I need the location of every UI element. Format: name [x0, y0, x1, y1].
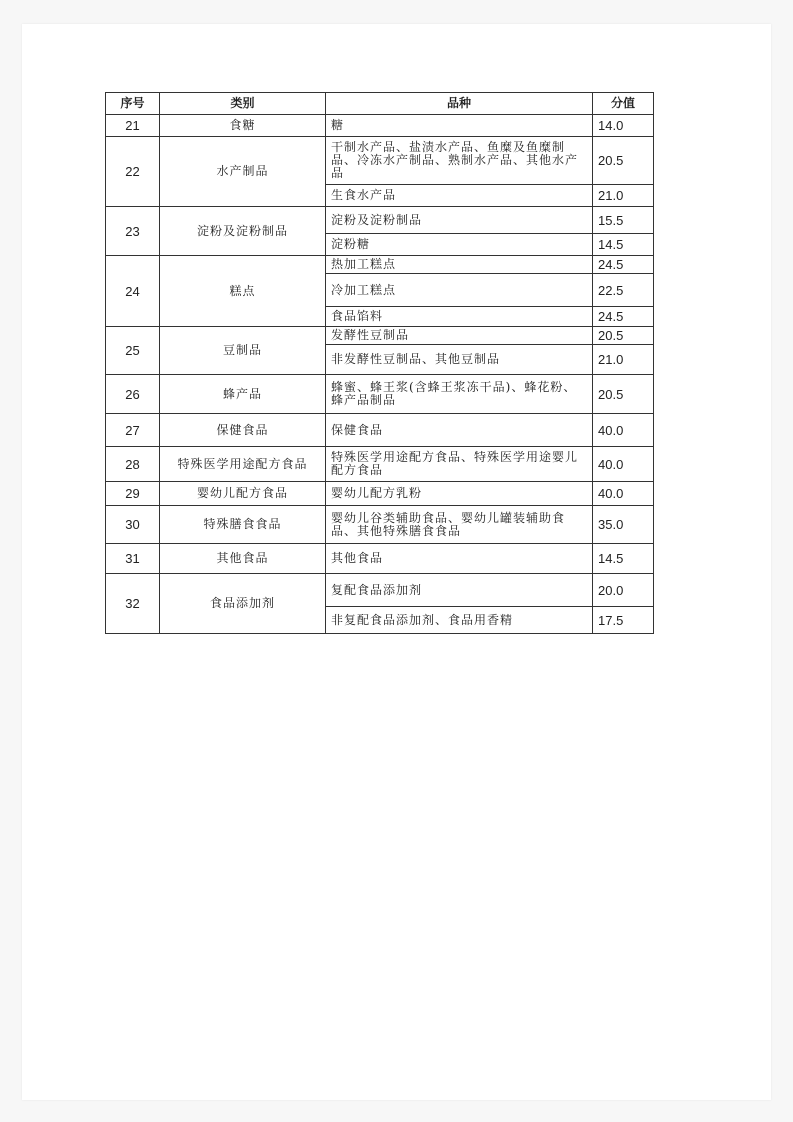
cell-variety: 热加工糕点 [326, 256, 593, 274]
cell-score: 22.5 [593, 274, 654, 307]
cell-variety: 生食水产品 [326, 185, 593, 207]
table-row [106, 207, 654, 234]
cell-category: 糕点 [160, 256, 326, 327]
table-row [106, 544, 654, 574]
table-row [106, 482, 654, 506]
cell-variety: 蜂蜜、蜂王浆(含蜂王浆冻干品)、蜂花粉、蜂产品制品 [326, 375, 593, 414]
cell-score: 40.0 [593, 482, 654, 506]
cell-seq: 26 [106, 375, 160, 414]
cell-seq: 24 [106, 256, 160, 327]
cell-score: 15.5 [593, 207, 654, 234]
cell-variety: 保健食品 [326, 414, 593, 447]
header-score: 分值 [593, 93, 654, 115]
cell-category: 保健食品 [160, 414, 326, 447]
cell-variety: 淀粉糖 [326, 234, 593, 256]
cell-score: 21.0 [593, 185, 654, 207]
cell-score: 20.5 [593, 327, 654, 345]
cell-seq: 32 [106, 574, 160, 634]
cell-category: 其他食品 [160, 544, 326, 574]
cell-category: 蜂产品 [160, 375, 326, 414]
cell-category: 特殊膳食食品 [160, 506, 326, 544]
cell-score: 24.5 [593, 256, 654, 274]
cell-variety: 婴幼儿配方乳粉 [326, 482, 593, 506]
table-row [106, 327, 654, 345]
cell-score: 20.0 [593, 574, 654, 607]
table-body [106, 115, 654, 634]
cell-variety: 干制水产品、盐渍水产品、鱼糜及鱼糜制品、冷冻水产制品、熟制水产品、其他水产品 [326, 137, 593, 185]
cell-score: 14.5 [593, 544, 654, 574]
cell-category: 豆制品 [160, 327, 326, 375]
cell-variety: 淀粉及淀粉制品 [326, 207, 593, 234]
table-row [106, 447, 654, 482]
table-row [106, 115, 654, 137]
cell-seq: 22 [106, 137, 160, 207]
cell-score: 20.5 [593, 375, 654, 414]
cell-score: 14.5 [593, 234, 654, 256]
cell-seq: 28 [106, 447, 160, 482]
cell-variety: 非复配食品添加剂、食品用香精 [326, 607, 593, 634]
cell-variety: 复配食品添加剂 [326, 574, 593, 607]
cell-variety: 发酵性豆制品 [326, 327, 593, 345]
table-row [106, 414, 654, 447]
cell-score: 21.0 [593, 345, 654, 375]
cell-score: 14.0 [593, 115, 654, 137]
cell-category: 食糖 [160, 115, 326, 137]
cell-variety: 非发酵性豆制品、其他豆制品 [326, 345, 593, 375]
table-row [106, 574, 654, 607]
cell-score: 17.5 [593, 607, 654, 634]
header-seq: 序号 [106, 93, 160, 115]
cell-category: 水产制品 [160, 137, 326, 207]
cell-category: 婴幼儿配方食品 [160, 482, 326, 506]
header-category: 类别 [160, 93, 326, 115]
cell-category: 特殊医学用途配方食品 [160, 447, 326, 482]
cell-seq: 31 [106, 544, 160, 574]
cell-score: 35.0 [593, 506, 654, 544]
cell-variety: 特殊医学用途配方食品、特殊医学用途婴儿配方食品 [326, 447, 593, 482]
table-row [106, 375, 654, 414]
cell-seq: 25 [106, 327, 160, 375]
cell-category: 食品添加剂 [160, 574, 326, 634]
cell-category: 淀粉及淀粉制品 [160, 207, 326, 256]
table-row [106, 137, 654, 185]
cell-variety: 婴幼儿谷类辅助食品、婴幼儿罐装辅助食品、其他特殊膳食食品 [326, 506, 593, 544]
cell-variety: 食品馅料 [326, 307, 593, 327]
cell-seq: 21 [106, 115, 160, 137]
header-variety: 品种 [326, 93, 593, 115]
table-row [106, 506, 654, 544]
cell-variety: 冷加工糕点 [326, 274, 593, 307]
cell-score: 40.0 [593, 414, 654, 447]
cell-score: 40.0 [593, 447, 654, 482]
cell-score: 20.5 [593, 137, 654, 185]
food-category-score-table [105, 92, 654, 634]
cell-variety: 糖 [326, 115, 593, 137]
table-header-row [106, 93, 654, 115]
cell-seq: 27 [106, 414, 160, 447]
cell-score: 24.5 [593, 307, 654, 327]
table-row [106, 256, 654, 274]
cell-seq: 30 [106, 506, 160, 544]
cell-seq: 29 [106, 482, 160, 506]
cell-seq: 23 [106, 207, 160, 256]
cell-variety: 其他食品 [326, 544, 593, 574]
